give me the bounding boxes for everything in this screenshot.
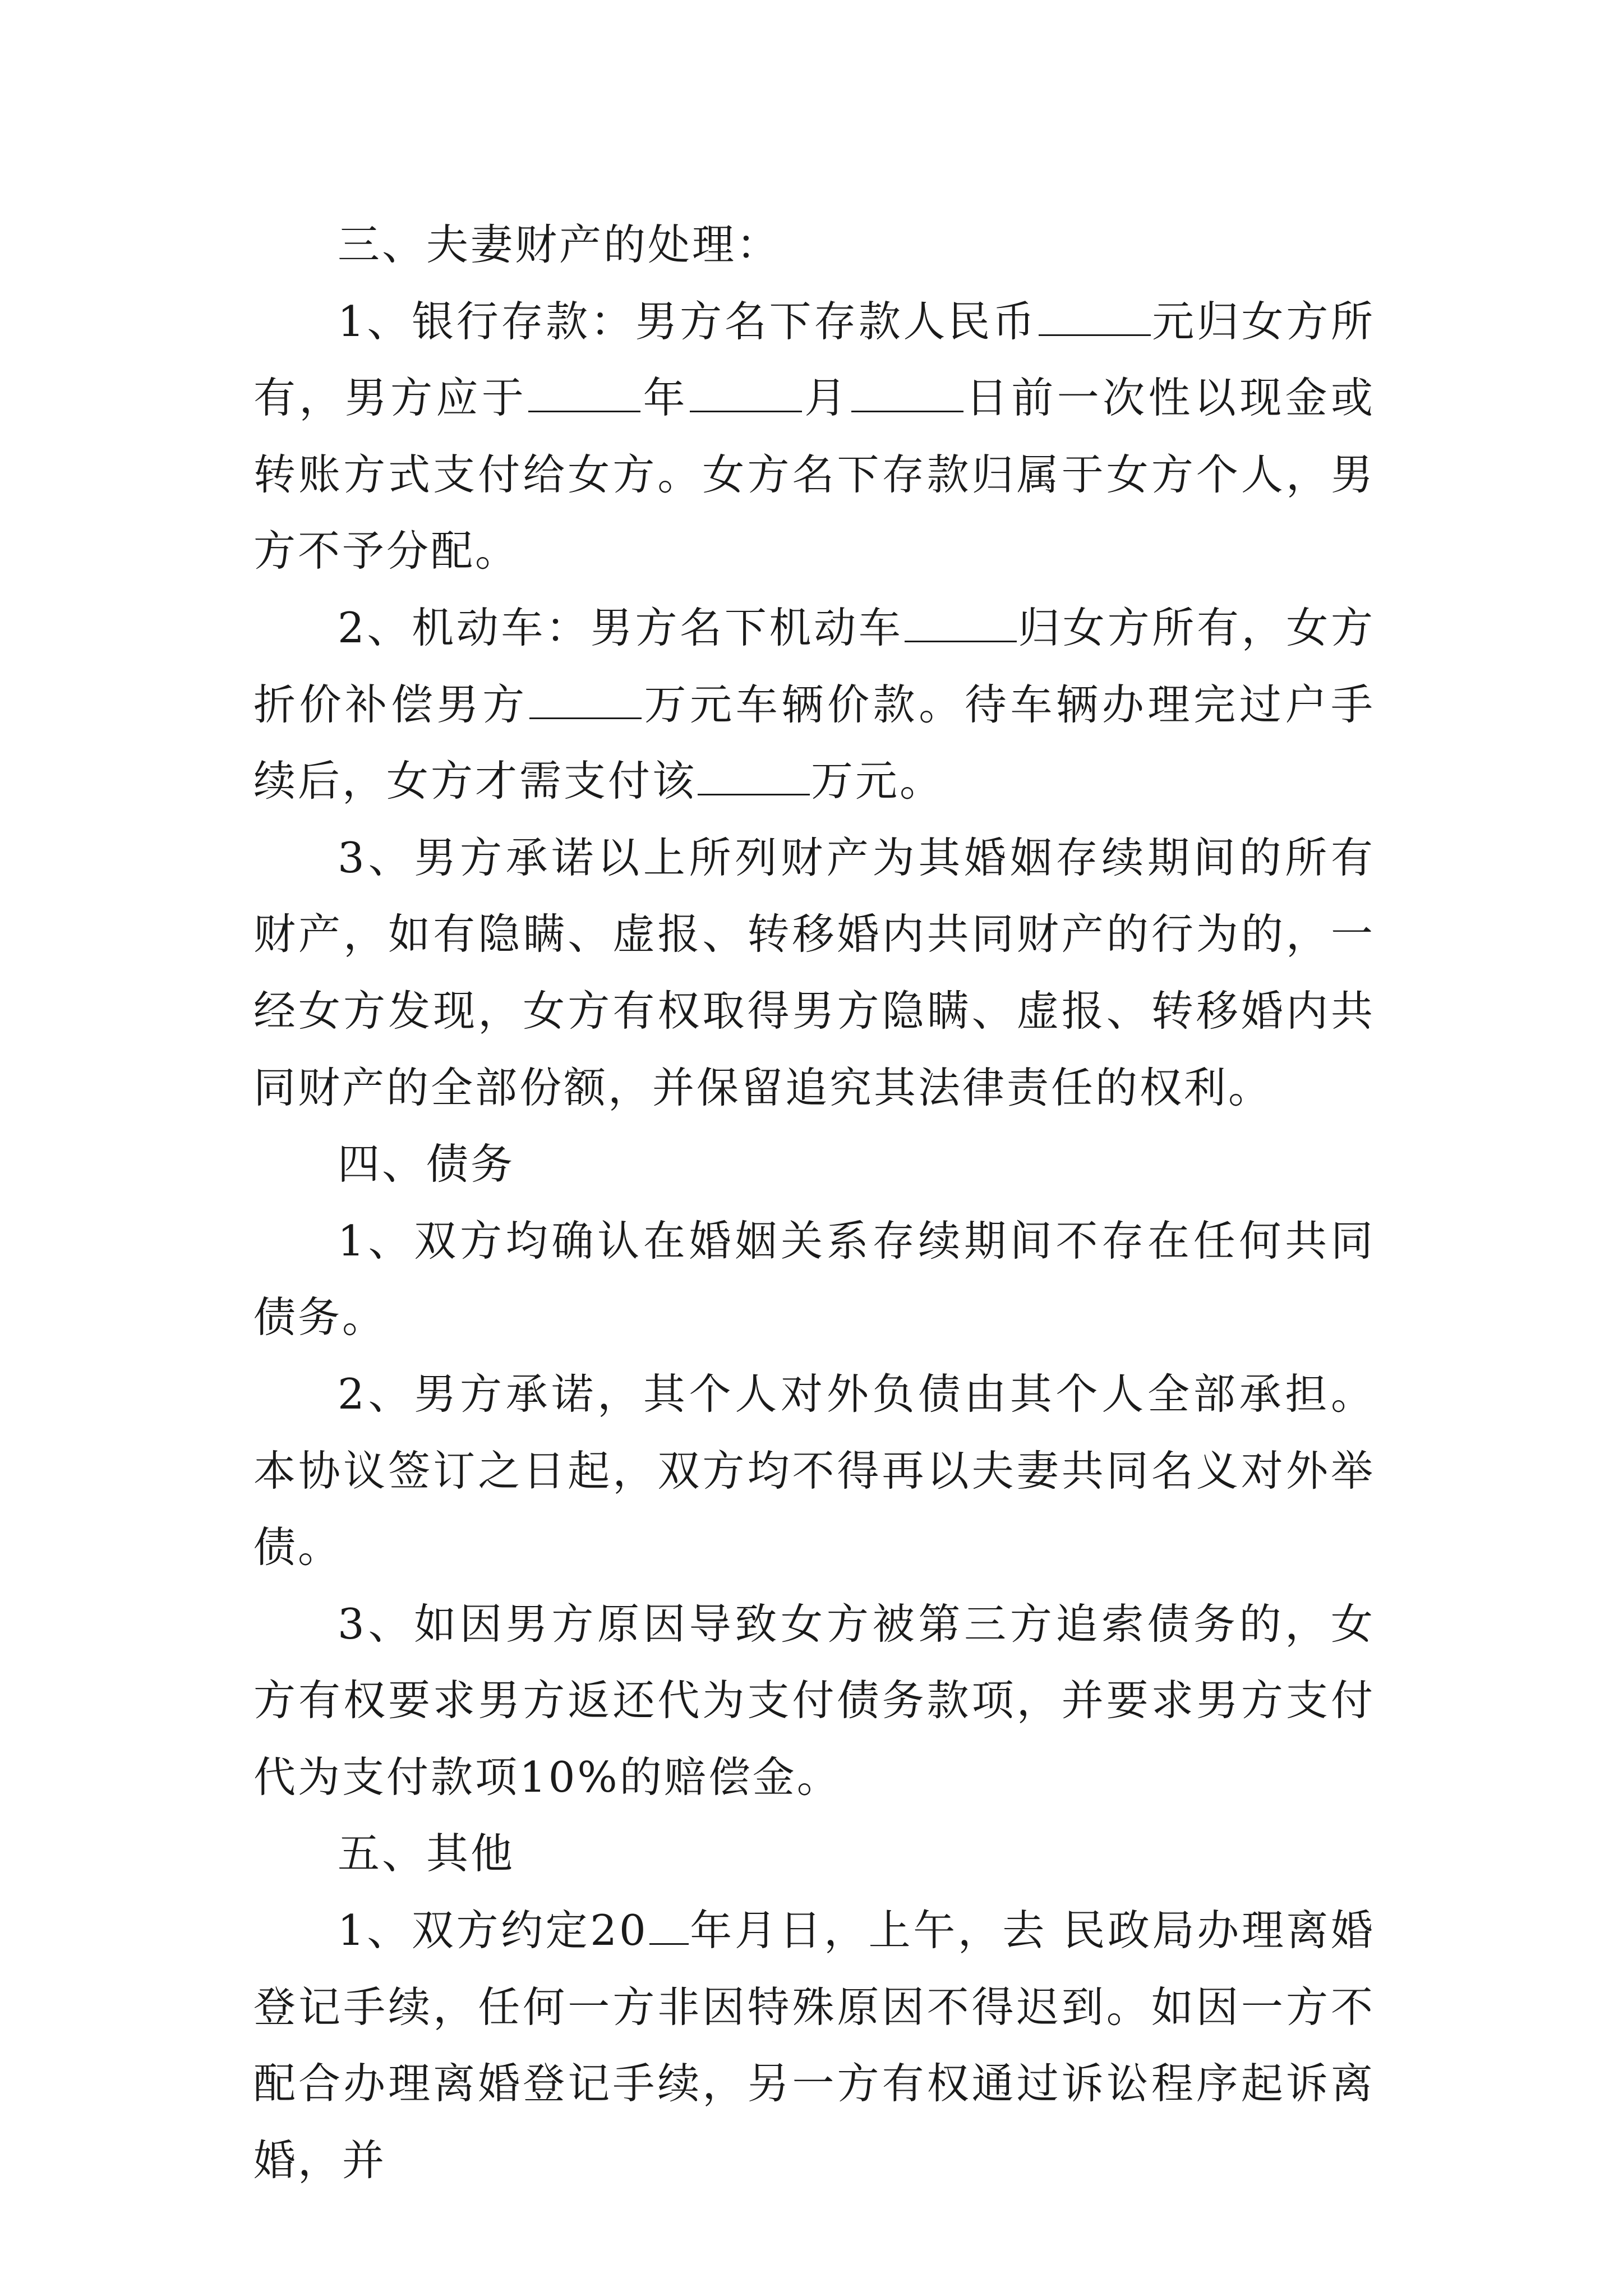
blank-field-year-suffix — [649, 1907, 689, 1945]
blank-field-day — [851, 375, 963, 412]
clause-text: 1、双方约定20 — [338, 1906, 648, 1955]
clause-text: 1、银行存款：男方名下存款人民币 — [338, 296, 1038, 346]
clause-text: 月 — [803, 373, 850, 423]
clause-text: 归女方所有，女方折价补偿男方 — [253, 602, 1375, 729]
clause-personal-debt: 2、男方承诺，其个人对外负债由其个人全部承担。本协议签订之日起，双方均不得再以夫妻共同名义对外举债。 — [253, 1369, 1375, 1572]
clause-vehicle — [253, 590, 1375, 820]
clause-text: 万元。 — [811, 756, 944, 806]
blank-field-compensation — [529, 682, 642, 719]
clause-text: 元归女方所有，男方应于 — [253, 296, 1375, 423]
blank-field-payment — [698, 758, 810, 795]
clause-property-promise: 3、男方承诺以上所列财产为其婚姻存续期间的所有财产，如有隐瞒、虚报、转移婚内共同财产的行为的，一经女方发现，女方有权取得男方隐瞒、虚报、转移婚内共同财产的全部份额，并保留追究其法律责任的权利。 — [253, 832, 1375, 1112]
section-heading-other: 五、其他 — [338, 1829, 515, 1879]
blank-field-amount — [1039, 298, 1151, 336]
blank-field-vehicle — [905, 605, 1017, 642]
document-body — [253, 206, 1375, 2198]
section-heading-debts: 四、债务 — [338, 1139, 515, 1189]
clause-text: 日前一次性以现金或转账方式支付给女方。女方名下存款归属于女方个人，男方不予分配。 — [253, 373, 1375, 576]
clause-bank-deposit — [253, 283, 1375, 590]
clause-debt-compensation: 3、如因男方原因导致女方被第三方追索债务的，女方有权要求男方返还代为支付债务款项，并要求男方支付代为支付款项10%的赔偿金。 — [253, 1599, 1375, 1802]
blank-field-year — [528, 375, 640, 412]
clause-text: 万元车辆价款。待车辆办理完过户手续后，女方才需支付该 — [253, 679, 1375, 806]
section-heading-property: 三、夫妻财产的处理： — [338, 220, 781, 269]
clause-text: 2、机动车：男方名下机动车 — [338, 602, 903, 652]
clause-text: 年 — [642, 373, 689, 423]
blank-field-month — [690, 375, 802, 412]
clause-text: 年月日，上午，去 民政局办理离婚登记手续，任何一方非因特殊原因不得迟到。如因一方不配合办理离婚登记手续，另一方有权通过诉讼程序起诉离婚，并 — [253, 1906, 1375, 2185]
clause-no-joint-debt: 1、双方均确认在婚姻关系存续期间不存在任何共同债务。 — [253, 1216, 1375, 1342]
clause-divorce-registration — [253, 1892, 1375, 2198]
